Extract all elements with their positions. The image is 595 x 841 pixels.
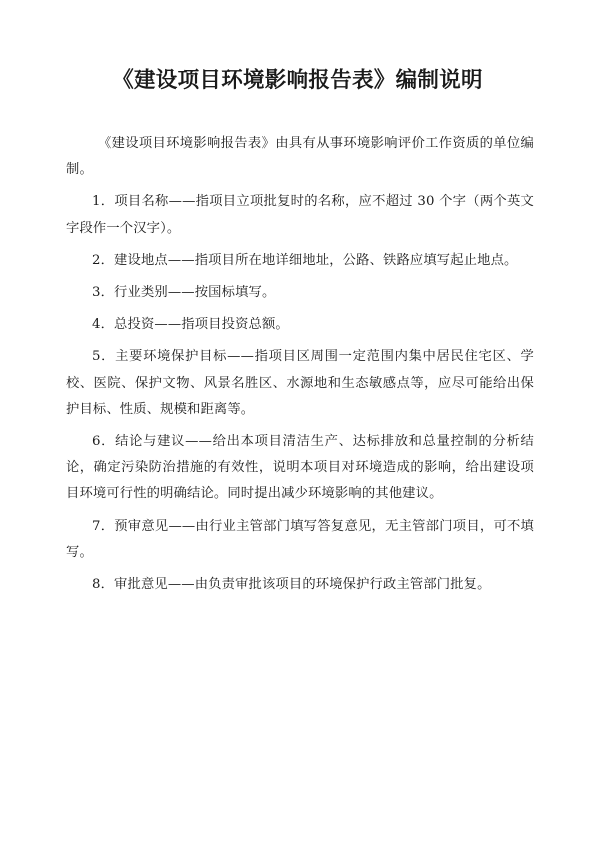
item-industry-category: 3．行业类别——按国标填写。 — [92, 285, 276, 301]
item-protection-targets: 5．主要环境保护目标——指项目区周围一定范围内集中居民住宅区、学校、医院、保护文物、风景名胜区、水源地和生态敏感点等，应尽可能给出保护目标、性质、规模和距离等。 — [66, 349, 534, 417]
item-approval: 8．审批意见——由负责审批该项目的环境保护行政主管部门批复。 — [92, 577, 491, 593]
item-pre-review: 7．预审意见——由行业主管部门填写答复意见，无主管部门项目，可不填写。 — [66, 518, 534, 560]
item-conclusions: 6．结论与建议——给出本项目清洁生产、达标排放和总量控制的分析结论，确定污染防治措施的有效性，说明本项目对环境造成的影响，给出建设项目环境可行性的明确结论。同时提出减少环境影响的其他建议。 — [66, 434, 534, 502]
item-construction-site: 2．建设地点——指项目所在地详细地址，公路、铁路应填写起止地点。 — [92, 252, 518, 268]
page-title: 《建设项目环境影响报告表》编制说明 — [112, 68, 483, 93]
intro-paragraph: 《建设项目环境影响报告表》由具有从事环境影响评价工作资质的单位编制。 — [66, 136, 534, 178]
item-total-investment: 4．总投资——指项目投资总额。 — [92, 317, 289, 333]
item-project-name: 1．项目名称——指项目立项批复时的名称，应不超过 30 个字（两个英文字段作一个汉字）。 — [66, 194, 534, 236]
document-body — [66, 131, 534, 604]
